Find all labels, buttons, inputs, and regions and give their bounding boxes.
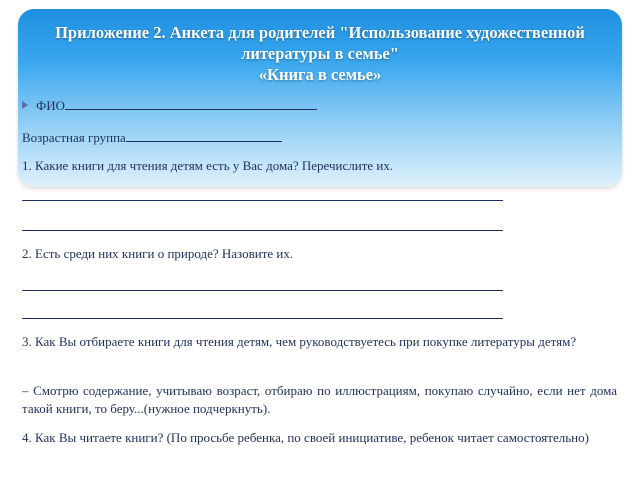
title-line-3: «Книга в семье» [258,65,382,84]
answer-line-2a[interactable] [22,290,503,291]
title-line-1: Приложение 2. Анкета для родителей "Использование художественной [55,23,585,42]
fio-row [22,97,317,115]
question-1: 1. Какие книги для чтения детям есть у Вас дома? Перечислите их. [22,158,394,173]
bullet-arrow-icon [22,101,28,109]
question-4: 4. Как Вы читаете книги? (По просьбе ребенка, по своей инициативе, ребенок читает самостоятельно) [22,430,589,445]
question-3: 3. Как Вы отбираете книги для чтения детям, чем руководствуетесь при покупке литературы детям? [22,334,577,349]
age-group-label: Возрастная группа [22,130,126,145]
answer-line-1b[interactable] [22,230,503,231]
answer-line-2b[interactable] [22,318,503,319]
age-group-field[interactable] [126,129,282,142]
fio-label: ФИО [36,98,66,113]
page-title [24,22,616,85]
question-2: 2. Есть среди них книги о природе? Назовите их. [22,246,294,261]
answer-line-1a[interactable] [22,200,503,201]
fio-field[interactable] [65,97,317,110]
age-group-row [22,129,282,147]
title-line-2: литературы в семье" [241,44,399,63]
question-3-options: – Смотрю содержание, учитываю возраст, отбираю по иллюстрациям, покупаю случайно, если нет дома такой книги, то беру...(нужное подчеркнуть). [22,383,617,416]
